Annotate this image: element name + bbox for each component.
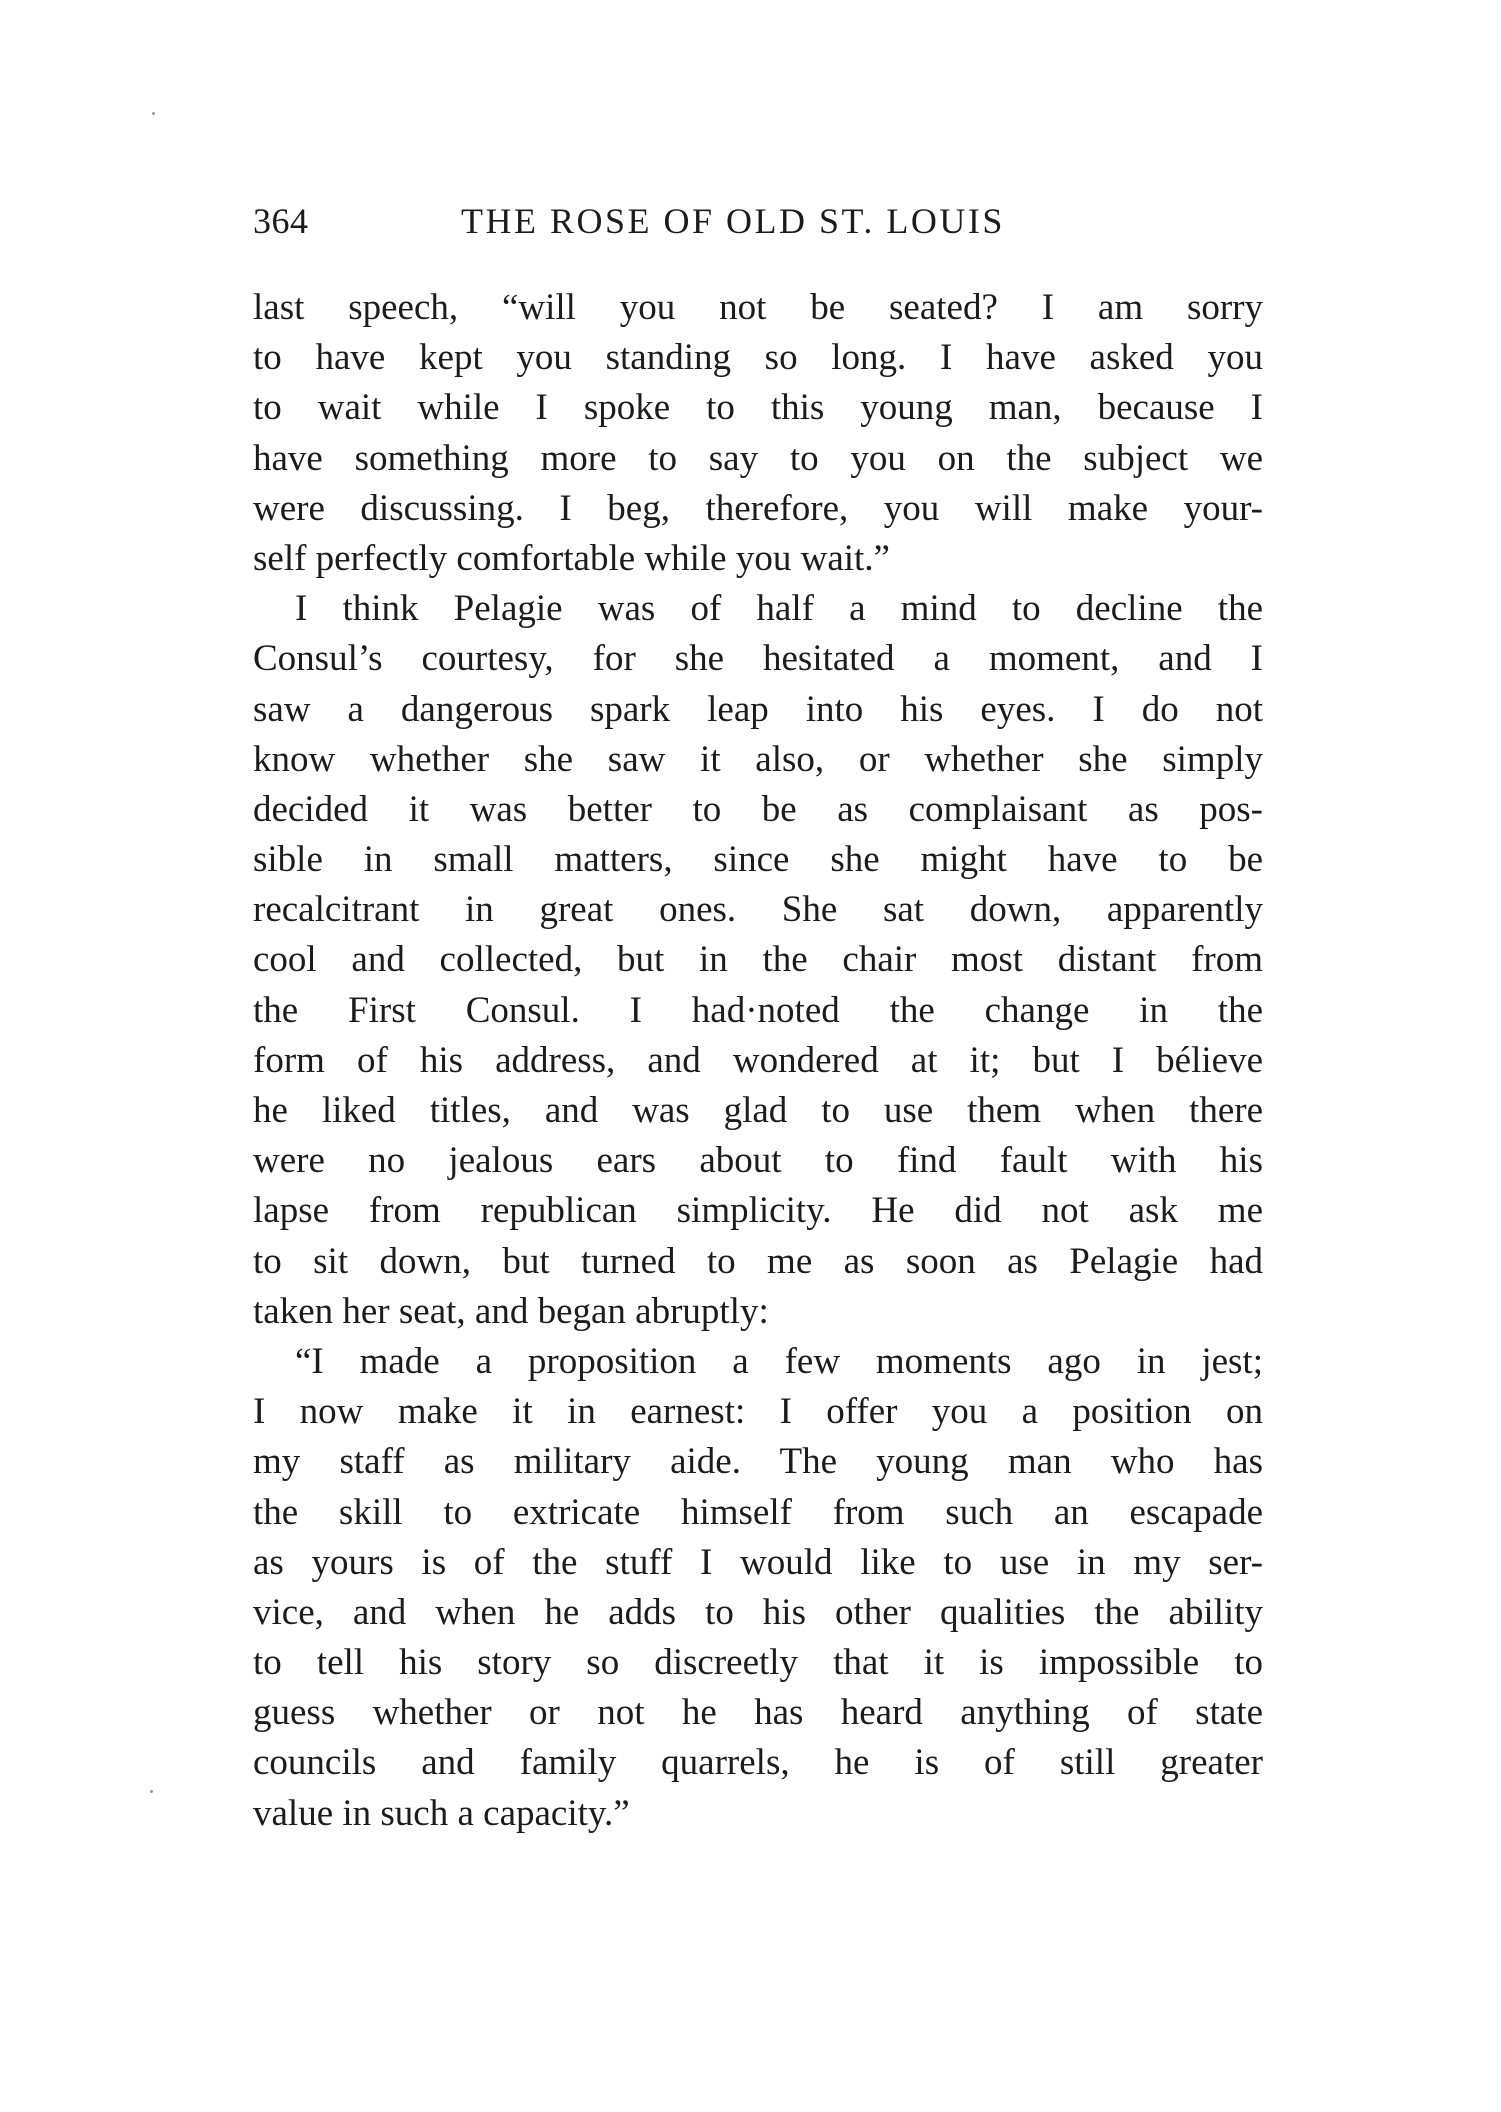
text-line: “I made a proposition a few moments ago in jest; [295,1340,1263,1382]
text-line: know whether she saw it also, or whether she simply [253,738,1263,780]
text-line: decided it was better to be as complaisant as pos- [253,788,1263,830]
running-head [253,200,1263,256]
text-line: form of his address, and wondered at it; but I bélieve [253,1039,1263,1081]
text-line: guess whether or not he has heard anything of state [253,1692,1263,1734]
text-line: were discussing. I beg, therefore, you will make your- [253,487,1263,529]
text-line: councils and family quarrels, he is of still greater [253,1742,1263,1784]
text-line: Consul’s courtesy, for she hesitated a moment, and I [253,638,1263,680]
text-line: I think Pelagie was of half a mind to decline the [295,588,1263,630]
scan-speck [152,112,155,115]
page-number: 364 [253,201,309,241]
text-line: saw a dangerous spark leap into his eyes. I do not [253,688,1263,730]
book-title: THE ROSE OF OLD ST. LOUIS [461,201,1005,241]
text-line: cool and collected, but in the chair most distant from [253,939,1263,981]
text-line: vice, and when he adds to his other qualities the ability [253,1591,1263,1633]
text-line: self perfectly comfortable while you wait.” [253,537,890,579]
text-line: as yours is of the stuff I would like to use in my ser- [253,1541,1263,1583]
text-line: to wait while I spoke to this young man, because I [253,387,1263,429]
text-line: last speech, “will you not be seated? I am sorry [253,287,1263,328]
text-line: sible in small matters, since she might have to be [253,839,1263,881]
text-line: were no jealous ears about to find fault with his [253,1140,1263,1182]
text-line: the First Consul. I had·noted the change in the [253,989,1263,1031]
text-line: he liked titles, and was glad to use them when there [253,1090,1263,1131]
text-line: the skill to extricate himself from such an escapade [253,1491,1263,1533]
text-line: have something more to say to you on the subject we [253,437,1263,479]
text-line: value in such a capacity.” [253,1792,630,1834]
scan-speck [150,1790,153,1793]
text-line: I now make it in earnest: I offer you a position on [253,1391,1263,1433]
text-line: my staff as military aide. The young man who has [253,1441,1263,1483]
text-line: taken her seat, and began abruptly: [253,1290,769,1332]
text-line: to have kept you standing so long. I have asked you [253,337,1263,379]
text-line: lapse from republican simplicity. He did not ask me [253,1190,1263,1232]
text-line: to sit down, but turned to me as soon as Pelagie had [253,1240,1263,1282]
body-text [253,283,1263,1839]
text-line: to tell his story so discreetly that it is impossible to [253,1642,1263,1684]
text-line: recalcitrant in great ones. She sat down, apparently [253,889,1263,931]
